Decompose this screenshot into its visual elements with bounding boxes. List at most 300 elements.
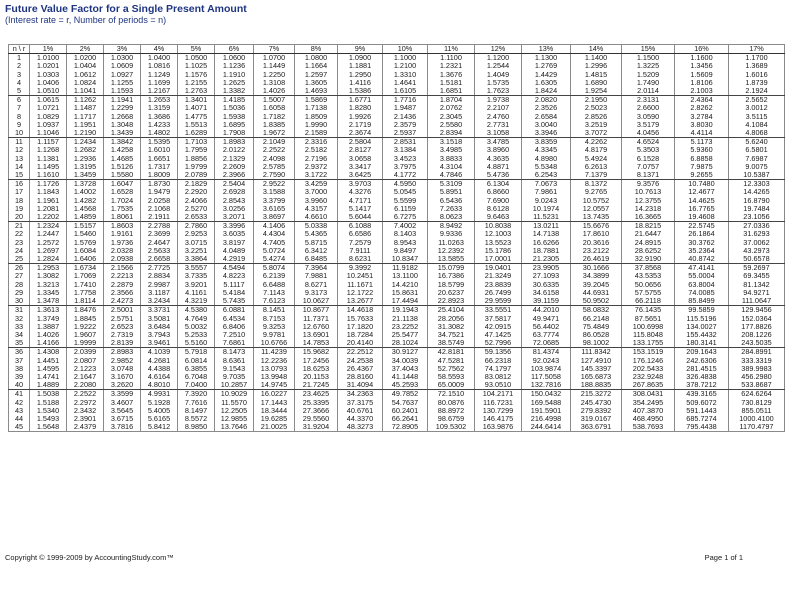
table-body xyxy=(9,54,785,432)
rate-header: 17% xyxy=(729,45,785,54)
factor-cell: 15.9682 xyxy=(295,348,338,357)
factor-cell: 3.3731 xyxy=(141,306,178,315)
factor-cell: 88.8972 xyxy=(428,407,475,415)
factor-cell: 1.7069 xyxy=(67,272,104,280)
factor-cell: 5.8951 xyxy=(428,188,475,196)
factor-cell: 21.3249 xyxy=(475,272,522,280)
factor-cell: 1.3108 xyxy=(254,79,295,87)
rate-header: 1% xyxy=(30,45,67,54)
factor-cell: 1.9799 xyxy=(178,163,215,171)
factor-cell: 1.2544 xyxy=(475,62,522,70)
factor-cell: 8.9850 xyxy=(178,423,215,432)
factor-cell: 284.8991 xyxy=(729,348,785,357)
factor-cell: 14.7138 xyxy=(522,230,571,238)
rate-header: 11% xyxy=(428,45,475,54)
factor-cell: 208.1226 xyxy=(729,331,785,339)
factor-cell: 1.0404 xyxy=(67,62,104,70)
factor-cell: 1.1268 xyxy=(30,146,67,154)
factor-cell: 5.6044 xyxy=(338,213,383,222)
factor-cell: 2.2522 xyxy=(67,390,104,399)
period-cell: 9 xyxy=(9,121,30,129)
factor-cell: 3.1722 xyxy=(295,171,338,180)
factor-cell: 129.9456 xyxy=(729,306,785,315)
factor-cell: 855.0511 xyxy=(729,407,785,415)
factor-cell: 1.3456 xyxy=(675,62,729,70)
factor-cell: 3.3946 xyxy=(522,129,571,138)
factor-cell: 21.6447 xyxy=(622,230,675,238)
factor-cell: 2.7731 xyxy=(475,121,522,129)
factor-cell: 28.6252 xyxy=(622,247,675,255)
factor-cell: 2.3566 xyxy=(104,289,141,297)
factor-cell: 1.3605 xyxy=(295,79,338,87)
factor-cell: 47.4141 xyxy=(675,264,729,273)
factor-cell: 1.8114 xyxy=(67,297,104,306)
factor-cell: 308.0431 xyxy=(622,390,675,399)
factor-cell: 1.3676 xyxy=(428,71,475,79)
factor-cell: 1.1726 xyxy=(30,180,67,189)
factor-cell: 1.4049 xyxy=(475,71,522,79)
factor-cell: 13.7435 xyxy=(571,213,622,222)
factor-cell: 4.3345 xyxy=(522,146,571,154)
factor-cell: 363.6791 xyxy=(571,423,622,432)
factor-cell: 1.8603 xyxy=(104,222,141,231)
factor-cell: 1.2167 xyxy=(141,87,178,96)
factor-cell: 439.3165 xyxy=(675,390,729,399)
factor-cell: 3.6484 xyxy=(141,323,178,331)
factor-cell: 538.7693 xyxy=(622,423,675,432)
factor-cell: 1.1910 xyxy=(215,71,254,79)
factor-cell: 7.4002 xyxy=(383,222,428,231)
factor-cell: 1.7716 xyxy=(383,96,428,105)
factor-cell: 72.8905 xyxy=(383,423,428,432)
factor-cell: 1.2447 xyxy=(30,230,67,238)
factor-cell: 3.7335 xyxy=(178,272,215,280)
factor-cell: 9.8497 xyxy=(383,247,428,255)
factor-cell: 26.4619 xyxy=(571,255,622,264)
factor-cell: 31.3082 xyxy=(428,323,475,331)
factor-cell: 3.4985 xyxy=(428,146,475,154)
factor-cell: 1.3082 xyxy=(30,272,67,280)
period-cell: 28 xyxy=(9,281,30,289)
period-cell: 10 xyxy=(9,129,30,138)
factor-cell: 7.6861 xyxy=(215,339,254,348)
factor-cell: 5.6165 xyxy=(141,415,178,423)
factor-cell: 1.4116 xyxy=(338,79,383,87)
factor-cell: 6.3412 xyxy=(295,247,338,255)
factor-cell: 12.2392 xyxy=(428,247,475,255)
factor-cell: 3.5179 xyxy=(622,121,675,129)
factor-cell: 5.1117 xyxy=(215,281,254,289)
factor-cell: 130.7299 xyxy=(475,407,522,415)
factor-cell: 47.5281 xyxy=(428,357,475,365)
factor-cell: 1.1381 xyxy=(30,155,67,163)
factor-cell: 456.2980 xyxy=(729,373,785,381)
factor-cell: 2.0114 xyxy=(622,87,675,96)
factor-cell: 5.1928 xyxy=(141,399,178,407)
factor-cell: 4.1039 xyxy=(141,348,178,357)
factor-cell: 34.0039 xyxy=(383,357,428,365)
factor-cell: 23.9905 xyxy=(522,264,571,273)
factor-cell: 23.8839 xyxy=(475,281,522,289)
period-cell: 23 xyxy=(9,239,30,247)
factor-cell: 30.6335 xyxy=(522,281,571,289)
factor-cell: 8.1372 xyxy=(571,180,622,189)
factor-cell: 1.2081 xyxy=(30,205,67,213)
factor-cell: 1.9990 xyxy=(295,121,338,129)
factor-cell: 12.4677 xyxy=(675,188,729,196)
factor-cell: 48.3273 xyxy=(338,423,383,432)
factor-cell: 72.0685 xyxy=(522,339,571,348)
factor-cell: 27.1093 xyxy=(522,272,571,280)
factor-cell: 22.8923 xyxy=(428,297,475,306)
factor-cell: 31.6293 xyxy=(729,230,785,238)
factor-cell: 1.5580 xyxy=(104,171,141,180)
factor-cell: 16.3665 xyxy=(622,213,675,222)
factor-cell: 1.5648 xyxy=(30,423,67,432)
factor-cell: 3.9960 xyxy=(295,197,338,205)
factor-cell: 1.8061 xyxy=(104,213,141,222)
factor-cell: 5.3503 xyxy=(622,146,675,154)
rate-header: 8% xyxy=(295,45,338,54)
factor-cell: 1.8476 xyxy=(67,306,104,315)
factor-cell: 153.1519 xyxy=(622,348,675,357)
factor-cell: 8.5572 xyxy=(178,415,215,423)
factor-cell: 5.1417 xyxy=(338,205,383,213)
factor-cell: 24.2538 xyxy=(338,357,383,365)
factor-cell: 47.1425 xyxy=(475,331,522,339)
period-cell: 26 xyxy=(9,264,30,273)
factor-cell: 1.1300 xyxy=(522,54,571,63)
factor-cell: 33.5551 xyxy=(475,306,522,315)
factor-cell: 2.9852 xyxy=(104,357,141,365)
period-cell: 36 xyxy=(9,348,30,357)
factor-cell: 1.1495 xyxy=(30,163,67,171)
factor-cell: 2.7319 xyxy=(104,331,141,339)
future-value-table xyxy=(8,44,785,432)
factor-cell: 1.5038 xyxy=(30,390,67,399)
factor-cell: 23.4625 xyxy=(295,390,338,399)
factor-cell: 35.2364 xyxy=(675,247,729,255)
factor-cell: 4.5950 xyxy=(383,180,428,189)
factor-cell: 3.1518 xyxy=(428,138,475,147)
factor-cell: 9.3173 xyxy=(295,289,338,297)
factor-cell: 20.6237 xyxy=(428,289,475,297)
factor-cell: 2.2213 xyxy=(104,272,141,280)
factor-cell: 18.5799 xyxy=(428,281,475,289)
factor-cell: 1.7138 xyxy=(295,104,338,112)
period-cell: 14 xyxy=(9,163,30,171)
factor-cell: 3.8359 xyxy=(522,138,571,147)
factor-cell: 1.3728 xyxy=(67,180,104,189)
factor-cell: 3.1384 xyxy=(383,146,428,154)
factor-cell: 4.1161 xyxy=(178,289,215,297)
factor-cell: 12.1722 xyxy=(338,289,383,297)
factor-cell: 1.4693 xyxy=(295,87,338,96)
factor-cell: 795.4438 xyxy=(675,423,729,432)
factor-cell: 1.2190 xyxy=(67,129,104,138)
factor-cell: 232.9248 xyxy=(622,373,675,381)
factor-cell: 176.1246 xyxy=(622,357,675,365)
factor-cell: 4.8179 xyxy=(571,146,622,154)
factor-cell: 591.1443 xyxy=(675,407,729,415)
factor-cell: 9.3576 xyxy=(622,180,675,189)
factor-cell: 509.6072 xyxy=(675,399,729,407)
factor-cell: 1.0510 xyxy=(30,87,67,96)
factor-cell: 17.4494 xyxy=(383,297,428,306)
factor-cell: 1.7535 xyxy=(104,205,141,213)
factor-cell: 50.9502 xyxy=(571,297,622,306)
factor-cell: 2.1049 xyxy=(254,138,295,147)
factor-cell: 1.5126 xyxy=(104,163,141,171)
factor-cell: 5.7918 xyxy=(178,348,215,357)
factor-cell: 3.0040 xyxy=(522,121,571,129)
factor-cell: 99.5859 xyxy=(675,306,729,315)
header-corner: n \ r xyxy=(9,45,30,54)
period-cell: 42 xyxy=(9,399,30,407)
factor-cell: 3.9703 xyxy=(338,180,383,189)
factor-cell: 98.1002 xyxy=(571,339,622,348)
factor-cell: 1.4741 xyxy=(30,373,67,381)
factor-cell: 245.4730 xyxy=(571,399,622,407)
factor-cell: 191.5901 xyxy=(522,407,571,415)
factor-cell: 2.3901 xyxy=(67,415,104,423)
factor-cell: 1.1487 xyxy=(67,104,104,112)
factor-cell: 2.4379 xyxy=(67,423,104,432)
factor-cell: 1.2824 xyxy=(30,255,67,264)
factor-cell: 13.2677 xyxy=(338,297,383,306)
factor-cell: 16.6266 xyxy=(522,239,571,247)
factor-cell: 1.2155 xyxy=(178,79,215,87)
factor-cell: 13.6901 xyxy=(295,331,338,339)
factor-cell: 1.1157 xyxy=(30,138,67,147)
factor-cell: 1.6010 xyxy=(141,146,178,154)
period-cell: 30 xyxy=(9,297,30,306)
factor-cell: 115.5196 xyxy=(675,315,729,323)
factor-cell: 2.1719 xyxy=(338,121,383,129)
factor-cell: 2.5001 xyxy=(104,306,141,315)
factor-cell: 1.0100 xyxy=(30,54,67,63)
factor-cell: 1.2299 xyxy=(104,104,141,112)
period-cell: 2 xyxy=(9,62,30,70)
factor-cell: 23.2252 xyxy=(383,323,428,331)
factor-cell: 152.0364 xyxy=(729,315,785,323)
factor-cell: 3.1187 xyxy=(141,289,178,297)
factor-cell: 34.3899 xyxy=(571,272,622,280)
factor-cell: 1.3401 xyxy=(178,96,215,105)
factor-cell: 7.9881 xyxy=(295,272,338,280)
factor-cell: 279.8392 xyxy=(571,407,622,415)
factor-cell: 1.2682 xyxy=(67,146,104,154)
factor-cell: 3.7000 xyxy=(295,188,338,196)
factor-cell: 1.0824 xyxy=(67,79,104,87)
factor-cell: 83.0812 xyxy=(475,373,522,381)
factor-cell: 1.9926 xyxy=(338,113,383,121)
factor-cell: 3.8197 xyxy=(215,239,254,247)
factor-cell: 2.9522 xyxy=(254,180,295,189)
factor-cell: 9.3253 xyxy=(254,323,295,331)
factor-cell: 1.2434 xyxy=(67,138,104,147)
factor-cell: 1.2202 xyxy=(30,213,67,222)
period-cell: 41 xyxy=(9,390,30,399)
factor-cell: 13.5523 xyxy=(475,239,522,247)
factor-cell: 1.8845 xyxy=(67,315,104,323)
factor-cell: 1.2936 xyxy=(67,155,104,163)
factor-cell: 117.5058 xyxy=(522,373,571,381)
factor-cell: 32.9190 xyxy=(622,255,675,264)
factor-cell: 1.5340 xyxy=(30,407,67,415)
factor-cell: 6.0881 xyxy=(215,306,254,315)
factor-cell: 2.2788 xyxy=(141,222,178,231)
factor-cell: 2.3131 xyxy=(622,96,675,105)
factor-cell: 49.7852 xyxy=(383,390,428,399)
factor-cell: 3.6425 xyxy=(338,171,383,180)
factor-cell: 30.9127 xyxy=(383,348,428,357)
factor-cell: 16.7765 xyxy=(675,205,729,213)
factor-cell: 5.7435 xyxy=(215,297,254,306)
factor-cell: 1.1449 xyxy=(254,62,295,70)
factor-cell: 389.9983 xyxy=(729,365,785,373)
factor-cell: 1.1236 xyxy=(215,62,254,70)
period-cell: 21 xyxy=(9,222,30,231)
factor-cell: 11.5231 xyxy=(522,213,571,222)
factor-cell: 1.7103 xyxy=(178,138,215,147)
factor-cell: 1.4775 xyxy=(178,113,215,121)
factor-cell: 21.1138 xyxy=(383,315,428,323)
factor-cell: 1.0600 xyxy=(215,54,254,63)
factor-cell: 44.2010 xyxy=(522,306,571,315)
factor-cell: 1.1000 xyxy=(383,54,428,63)
factor-cell: 3.7072 xyxy=(571,129,622,138)
factor-cell: 37.3175 xyxy=(338,399,383,407)
factor-cell: 21.2305 xyxy=(522,255,571,264)
factor-cell: 1.8009 xyxy=(141,171,178,180)
factor-cell: 20.4140 xyxy=(338,339,383,348)
factor-cell: 10.5387 xyxy=(729,171,785,180)
factor-cell: 19.4608 xyxy=(675,213,729,222)
factor-cell: 1.1576 xyxy=(178,71,215,79)
factor-cell: 1.0609 xyxy=(104,62,141,70)
factor-cell: 3.2071 xyxy=(215,213,254,222)
factor-cell: 4.8871 xyxy=(475,163,522,171)
factor-cell: 6.6586 xyxy=(338,230,383,238)
factor-cell: 1.1025 xyxy=(178,62,215,70)
period-cell: 43 xyxy=(9,407,30,415)
factor-cell: 2.3045 xyxy=(428,113,475,121)
factor-cell: 59.1356 xyxy=(475,348,522,357)
rate-header: 12% xyxy=(475,45,522,54)
factor-cell: 2.3432 xyxy=(67,407,104,415)
factor-cell: 1.3225 xyxy=(622,62,675,70)
factor-cell: 5.4184 xyxy=(215,289,254,297)
factor-cell: 2.8262 xyxy=(675,104,729,112)
factor-cell: 1.7317 xyxy=(141,163,178,171)
factor-cell: 6.4534 xyxy=(215,315,254,323)
factor-cell: 150.0432 xyxy=(522,390,571,399)
factor-cell: 1.3842 xyxy=(104,138,141,147)
factor-cell: 1170.4797 xyxy=(729,423,785,432)
factor-cell: 1.3345 xyxy=(30,289,67,297)
factor-cell: 75.4849 xyxy=(571,323,622,331)
factor-cell: 2.6533 xyxy=(178,213,215,222)
factor-cell: 5.9360 xyxy=(675,146,729,154)
factor-cell: 4.1406 xyxy=(254,222,295,231)
factor-cell: 9.0243 xyxy=(522,197,571,205)
factor-cell: 2.5023 xyxy=(571,104,622,112)
factor-cell: 1.5007 xyxy=(254,96,295,105)
factor-cell: 1.5181 xyxy=(428,79,475,87)
factor-cell: 2.3579 xyxy=(383,121,428,129)
rate-header: 10% xyxy=(383,45,428,54)
factor-cell: 134.0027 xyxy=(675,323,729,331)
factor-cell: 1.2250 xyxy=(254,71,295,79)
factor-cell: 10.1974 xyxy=(522,205,571,213)
factor-cell: 202.5433 xyxy=(622,365,675,373)
factor-cell: 2.1003 xyxy=(675,87,729,96)
factor-cell: 2.4647 xyxy=(141,239,178,247)
factor-cell: 1.0927 xyxy=(104,71,141,79)
factor-cell: 6.5436 xyxy=(428,197,475,205)
factor-cell: 2.1329 xyxy=(215,155,254,163)
factor-cell: 8.1371 xyxy=(622,171,675,180)
factor-cell: 3.3799 xyxy=(254,197,295,205)
factor-cell: 1.9607 xyxy=(67,331,104,339)
factor-cell: 5.8412 xyxy=(141,423,178,432)
factor-cell: 115.8048 xyxy=(622,331,675,339)
factor-cell: 333.3319 xyxy=(729,357,785,365)
factor-cell: 2.8983 xyxy=(104,348,141,357)
factor-cell: 5.5348 xyxy=(522,163,571,171)
rate-header: 4% xyxy=(141,45,178,54)
factor-cell: 6.8858 xyxy=(675,155,729,163)
factor-cell: 41.1448 xyxy=(383,373,428,381)
factor-cell: 1.6047 xyxy=(104,180,141,189)
factor-cell: 4.4114 xyxy=(675,129,729,138)
factor-cell: 19.7484 xyxy=(729,205,785,213)
factor-cell: 22.5745 xyxy=(675,222,729,231)
factor-cell: 1.8385 xyxy=(254,121,295,129)
factor-cell: 2.8394 xyxy=(428,129,475,138)
factor-cell: 1.3749 xyxy=(30,315,67,323)
factor-cell: 14.9745 xyxy=(254,381,295,390)
factor-cell: 1.2597 xyxy=(295,71,338,79)
factor-cell: 11.7371 xyxy=(295,315,338,323)
factor-cell: 4.3276 xyxy=(338,188,383,196)
factor-cell: 1.5460 xyxy=(67,230,104,238)
factor-cell: 1.5609 xyxy=(675,71,729,79)
factor-cell: 7.6900 xyxy=(475,197,522,205)
factor-cell: 4.1772 xyxy=(383,171,428,180)
factor-cell: 85.8499 xyxy=(675,297,729,306)
period-cell: 40 xyxy=(9,381,30,390)
factor-cell: 7.9861 xyxy=(522,188,571,196)
factor-cell: 3.3996 xyxy=(215,222,254,231)
factor-cell: 1.0937 xyxy=(30,121,67,129)
factor-cell: 2.1436 xyxy=(383,113,428,121)
factor-cell: 2.4760 xyxy=(475,113,522,121)
factor-cell: 55.0004 xyxy=(675,272,729,280)
factor-cell: 2.6928 xyxy=(215,188,254,196)
factor-cell: 1.2953 xyxy=(30,264,67,273)
factor-cell: 34.2363 xyxy=(338,390,383,399)
period-cell: 8 xyxy=(9,113,30,121)
period-cell: 25 xyxy=(9,255,30,264)
factor-cell: 2.5751 xyxy=(104,315,141,323)
factor-cell: 6.1304 xyxy=(475,180,522,189)
factor-cell: 44.3370 xyxy=(338,415,383,423)
factor-cell: 1.5157 xyxy=(67,222,104,231)
factor-cell: 7.9111 xyxy=(338,247,383,255)
factor-cell: 2.0789 xyxy=(178,171,215,180)
